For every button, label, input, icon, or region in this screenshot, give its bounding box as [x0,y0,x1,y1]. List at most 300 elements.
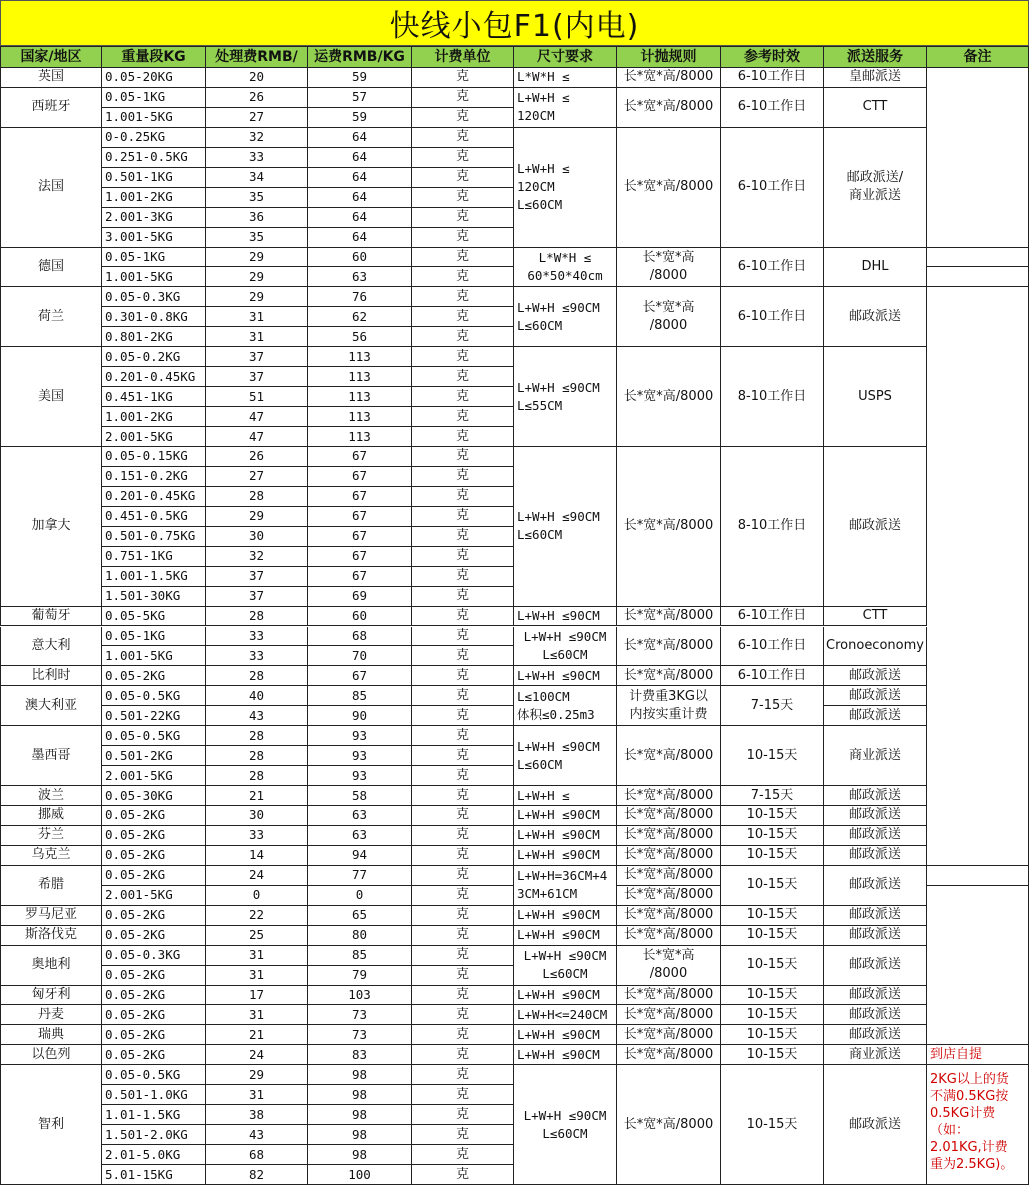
unit-cell: 克 [412,826,514,846]
unit-cell: 克 [412,587,514,607]
unit-cell: 克 [412,607,514,627]
handling-fee-cell: 26 [206,447,308,467]
weight-cell: 0.501-22KG [102,706,206,726]
freight-cell: 59 [308,68,412,88]
transit-time-cell: 10-15天 [721,906,824,926]
note-cell [927,287,1029,865]
unit-cell: 克 [412,986,514,1006]
unit-cell: 克 [412,686,514,706]
weight-cell: 0.301-0.8KG [102,307,206,327]
weight-cell: 2.001-5KG [102,886,206,906]
size-requirement-cell: L+W+H ≤ [514,786,617,806]
freight-cell: 113 [308,407,412,427]
freight-cell: 94 [308,846,412,866]
freight-cell: 93 [308,746,412,766]
freight-cell: 113 [308,427,412,447]
unit-cell: 克 [412,467,514,487]
freight-cell: 64 [308,128,412,148]
freight-cell: 64 [308,208,412,228]
transit-time-cell: 6-10工作日 [721,88,824,128]
size-requirement-cell: L+W+H ≤90CM [514,806,617,826]
delivery-service-cell: 邮政派送 [824,806,927,826]
unit-cell: 克 [412,427,514,447]
handling-fee-cell: 31 [206,946,308,966]
handling-fee-cell: 43 [206,706,308,726]
unit-cell: 克 [412,327,514,347]
delivery-service-cell: 邮政派送 [824,846,927,866]
handling-fee-cell: 40 [206,686,308,706]
transit-time-cell: 10-15天 [721,946,824,986]
freight-cell: 58 [308,786,412,806]
weight-cell: 3.001-5KG [102,228,206,248]
delivery-service-cell: 邮政派送/ 商业派送 [824,128,927,248]
transit-time-cell: 6-10工作日 [721,627,824,667]
size-requirement-cell: L+W+H ≤90CM [514,926,617,946]
handling-fee-cell: 31 [206,327,308,347]
freight-cell: 85 [308,946,412,966]
size-requirement-cell: L+W+H ≤90CM L≤60CM [514,627,617,667]
unit-cell: 克 [412,108,514,128]
weight-cell: 0.05-2KG [102,986,206,1006]
handling-fee-cell: 37 [206,587,308,607]
unit-cell: 克 [412,347,514,367]
handling-fee-cell: 47 [206,407,308,427]
unit-cell: 克 [412,407,514,427]
country-cell: 希腊 [0,866,102,906]
unit-cell: 克 [412,367,514,387]
handling-fee-cell: 21 [206,1025,308,1045]
freight-cell: 65 [308,906,412,926]
size-requirement-cell: L+W+H ≤90CM [514,906,617,926]
weight-cell: 1.001-2KG [102,407,206,427]
freight-cell: 93 [308,726,412,746]
volumetric-rule-cell: 长*宽*高/8000 [617,447,721,607]
freight-cell: 62 [308,307,412,327]
transit-time-cell: 8-10工作日 [721,347,824,447]
volumetric-rule-cell: 长*宽*高/8000 [617,1065,721,1185]
handling-fee-cell: 28 [206,766,308,786]
freight-cell: 63 [308,267,412,287]
weight-cell: 0.05-1KG [102,88,206,108]
weight-cell: 0.05-20KG [102,68,206,88]
header-volumetric-rule: 计抛规则 [617,46,721,68]
weight-cell: 0.05-0.5KG [102,726,206,746]
unit-cell: 克 [412,886,514,906]
transit-time-cell: 10-15天 [721,926,824,946]
freight-cell: 64 [308,168,412,188]
country-cell: 德国 [0,248,102,288]
header-notes: 备注 [927,46,1029,68]
transit-time-cell: 10-15天 [721,986,824,1006]
handling-fee-cell: 17 [206,986,308,1006]
handling-fee-cell: 37 [206,567,308,587]
sheet-title: 快线小包F1(内电) [0,0,1029,46]
handling-fee-cell: 29 [206,507,308,527]
handling-fee-cell: 24 [206,866,308,886]
weight-cell: 0.05-2KG [102,906,206,926]
freight-cell: 98 [308,1105,412,1125]
unit-cell: 克 [412,646,514,666]
handling-fee-cell: 82 [206,1165,308,1185]
weight-cell: 0.05-2KG [102,846,206,866]
volumetric-rule-cell: 长*宽*高/8000 [617,128,721,248]
transit-time-cell: 10-15天 [721,1065,824,1185]
unit-cell: 克 [412,906,514,926]
weight-cell: 0.05-2KG [102,926,206,946]
volumetric-rule-cell: 长*宽*高 /8000 [617,248,721,288]
size-requirement-cell: L+W+H ≤90CM L≤55CM [514,347,617,447]
weight-cell: 0.05-0.15KG [102,447,206,467]
volumetric-rule-cell: 长*宽*高 /8000 [617,946,721,986]
weight-cell: 2.01-5.0KG [102,1145,206,1165]
transit-time-cell: 6-10工作日 [721,128,824,248]
country-cell: 美国 [0,347,102,447]
freight-cell: 83 [308,1045,412,1065]
unit-cell: 克 [412,866,514,886]
volumetric-rule-cell: 长*宽*高/8000 [617,1045,721,1065]
weight-cell: 1.001-5KG [102,646,206,666]
weight-cell: 0.05-2KG [102,966,206,986]
handling-fee-cell: 33 [206,148,308,168]
note-cell [927,886,1029,1046]
freight-cell: 67 [308,487,412,507]
weight-cell: 1.001-2KG [102,188,206,208]
volumetric-rule-cell: 长*宽*高/8000 [617,806,721,826]
delivery-service-cell: 邮政派送 [824,866,927,906]
weight-cell: 5.01-15KG [102,1165,206,1185]
unit-cell: 克 [412,1165,514,1185]
unit-cell: 克 [412,128,514,148]
note-cell [927,68,1029,248]
handling-fee-cell: 22 [206,906,308,926]
weight-cell: 0.05-5KG [102,607,206,627]
transit-time-cell: 10-15天 [721,806,824,826]
transit-time-cell: 8-10工作日 [721,447,824,607]
weight-cell: 0.501-2KG [102,746,206,766]
weight-cell: 0.501-1KG [102,168,206,188]
freight-cell: 64 [308,228,412,248]
freight-cell: 57 [308,88,412,108]
header-service: 派送服务 [824,46,927,68]
freight-cell: 98 [308,1125,412,1145]
unit-cell: 克 [412,68,514,88]
delivery-service-cell: 邮政派送 [824,287,927,347]
handling-fee-cell: 29 [206,1065,308,1085]
freight-cell: 64 [308,148,412,168]
unit-cell: 克 [412,946,514,966]
freight-cell: 98 [308,1065,412,1085]
handling-fee-cell: 43 [206,1125,308,1145]
handling-fee-cell: 35 [206,188,308,208]
country-cell: 以色列 [0,1045,102,1065]
unit-cell: 克 [412,287,514,307]
weight-cell: 1.001-1.5KG [102,567,206,587]
handling-fee-cell: 20 [206,68,308,88]
unit-cell: 克 [412,726,514,746]
handling-fee-cell: 27 [206,108,308,128]
unit-cell: 克 [412,507,514,527]
weight-cell: 0.05-2KG [102,1025,206,1045]
freight-cell: 73 [308,1005,412,1025]
weight-cell: 1.501-2.0KG [102,1125,206,1145]
size-requirement-cell: L+W+H ≤90CM [514,846,617,866]
transit-time-cell: 7-15天 [721,686,824,726]
unit-cell: 克 [412,267,514,287]
freight-cell: 73 [308,1025,412,1045]
size-requirement-cell: L+W+H ≤90CM L≤60CM [514,287,617,347]
delivery-service-cell: DHL [824,248,927,288]
freight-cell: 113 [308,367,412,387]
unit-cell: 克 [412,567,514,587]
country-cell: 英国 [0,68,102,88]
volumetric-rule-cell: 计费重3KG以 内按实重计费 [617,686,721,726]
unit-cell: 克 [412,527,514,547]
size-requirement-cell: L≤100CM 体积≤0.25m3 [514,686,617,726]
size-requirement-cell: L+W+H ≤90CM L≤60CM [514,726,617,786]
weight-cell: 0.151-0.2KG [102,467,206,487]
handling-fee-cell: 68 [206,1145,308,1165]
unit-cell: 克 [412,746,514,766]
unit-cell: 克 [412,1025,514,1045]
size-requirement-cell: L*W*H ≤ 60*50*40cm [514,248,617,288]
handling-fee-cell: 29 [206,267,308,287]
handling-fee-cell: 33 [206,627,308,647]
freight-cell: 70 [308,646,412,666]
size-requirement-cell: L+W+H ≤90CM L≤60CM [514,1065,617,1185]
handling-fee-cell: 33 [206,826,308,846]
weight-cell: 0.05-2KG [102,806,206,826]
handling-fee-cell: 24 [206,1045,308,1065]
freight-cell: 113 [308,347,412,367]
handling-fee-cell: 14 [206,846,308,866]
freight-cell: 63 [308,806,412,826]
freight-cell: 85 [308,686,412,706]
transit-time-cell: 6-10工作日 [721,248,824,288]
size-requirement-cell: L+W+H ≤ 120CM [514,88,617,128]
freight-cell: 67 [308,467,412,487]
freight-cell: 67 [308,666,412,686]
country-cell: 奥地利 [0,946,102,986]
size-requirement-cell: L+W+H=36CM+4 3CM+61CM [514,866,617,906]
note-cell [927,248,1029,268]
weight-cell: 1.001-5KG [102,108,206,128]
freight-cell: 67 [308,527,412,547]
weight-cell: 0.05-0.5KG [102,686,206,706]
handling-fee-cell: 37 [206,347,308,367]
volumetric-rule-cell: 长*宽*高/8000 [617,866,721,886]
freight-cell: 60 [308,607,412,627]
volumetric-rule-cell: 长*宽*高/8000 [617,607,721,627]
note-cell: 到店自提 [927,1045,1029,1065]
transit-time-cell: 6-10工作日 [721,666,824,686]
size-requirement-cell: L+W+H ≤90CM L≤60CM [514,447,617,607]
unit-cell: 克 [412,926,514,946]
unit-cell: 克 [412,447,514,467]
country-cell: 罗马尼亚 [0,906,102,926]
country-cell: 挪威 [0,806,102,826]
volumetric-rule-cell: 长*宽*高/8000 [617,926,721,946]
unit-cell: 克 [412,766,514,786]
weight-cell: 0.501-0.75KG [102,527,206,547]
freight-cell: 90 [308,706,412,726]
country-cell: 比利时 [0,666,102,686]
unit-cell: 克 [412,248,514,268]
volumetric-rule-cell: 长*宽*高/8000 [617,627,721,667]
weight-cell: 0.801-2KG [102,327,206,347]
weight-cell: 0.05-1KG [102,627,206,647]
transit-time-cell: 7-15天 [721,786,824,806]
note-cell [927,267,1029,287]
unit-cell: 克 [412,1045,514,1065]
unit-cell: 克 [412,1065,514,1085]
unit-cell: 克 [412,148,514,168]
weight-cell: 0.05-0.2KG [102,347,206,367]
freight-cell: 103 [308,986,412,1006]
handling-fee-cell: 31 [206,1005,308,1025]
handling-fee-cell: 30 [206,527,308,547]
freight-cell: 67 [308,547,412,567]
weight-cell: 0.05-2KG [102,826,206,846]
volumetric-rule-cell: 长*宽*高/8000 [617,666,721,686]
header-freight: 运费RMB/KG [308,46,412,68]
transit-time-cell: 10-15天 [721,1045,824,1065]
handling-fee-cell: 28 [206,607,308,627]
delivery-service-cell: 皇邮派送 [824,68,927,88]
weight-cell: 2.001-5KG [102,766,206,786]
weight-cell: 0.05-2KG [102,866,206,886]
transit-time-cell: 6-10工作日 [721,68,824,88]
unit-cell: 克 [412,806,514,826]
header-weight: 重量段KG [102,46,206,68]
freight-cell: 100 [308,1165,412,1185]
unit-cell: 克 [412,627,514,647]
freight-cell: 69 [308,587,412,607]
handling-fee-cell: 47 [206,427,308,447]
volumetric-rule-cell: 长*宽*高/8000 [617,846,721,866]
weight-cell: 1.001-5KG [102,267,206,287]
delivery-service-cell: 邮政派送 [824,706,927,726]
delivery-service-cell: CTT [824,607,927,627]
transit-time-cell: 6-10工作日 [721,287,824,347]
handling-fee-cell: 33 [206,646,308,666]
freight-cell: 56 [308,327,412,347]
weight-cell: 0.05-0.3KG [102,287,206,307]
freight-cell: 113 [308,387,412,407]
weight-cell: 0.05-2KG [102,666,206,686]
weight-cell: 0.05-2KG [102,1005,206,1025]
size-requirement-cell: L+W+H ≤90CM [514,826,617,846]
country-cell: 荷兰 [0,287,102,347]
freight-cell: 67 [308,507,412,527]
unit-cell: 克 [412,1085,514,1105]
unit-cell: 克 [412,168,514,188]
handling-fee-cell: 32 [206,128,308,148]
country-cell: 法国 [0,128,102,248]
freight-cell: 98 [308,1085,412,1105]
unit-cell: 克 [412,706,514,726]
freight-cell: 63 [308,826,412,846]
freight-cell: 67 [308,447,412,467]
unit-cell: 克 [412,487,514,507]
country-cell: 乌克兰 [0,846,102,866]
delivery-service-cell: 邮政派送 [824,686,927,706]
handling-fee-cell: 31 [206,307,308,327]
country-cell: 意大利 [0,627,102,667]
unit-cell: 克 [412,547,514,567]
delivery-service-cell: USPS [824,347,927,447]
volumetric-rule-cell: 长*宽*高/8000 [617,726,721,786]
transit-time-cell: 10-15天 [721,726,824,786]
handling-fee-cell: 0 [206,886,308,906]
delivery-service-cell: CTT [824,88,927,128]
handling-fee-cell: 29 [206,248,308,268]
volumetric-rule-cell: 长*宽*高/8000 [617,1025,721,1045]
size-requirement-cell: L+W+H ≤90CM [514,986,617,1006]
header-country: 国家/地区 [0,46,102,68]
size-requirement-cell: L*W*H ≤ [514,68,617,88]
size-requirement-cell: L+W+H ≤90CM L≤60CM [514,946,617,986]
volumetric-rule-cell: 长*宽*高/8000 [617,986,721,1006]
size-requirement-cell: L+W+H ≤90CM [514,666,617,686]
unit-cell: 克 [412,387,514,407]
unit-cell: 克 [412,88,514,108]
header-handling-fee: 处理费RMB/ [206,46,308,68]
handling-fee-cell: 28 [206,487,308,507]
country-cell: 波兰 [0,786,102,806]
handling-fee-cell: 31 [206,966,308,986]
weight-cell: 0.05-2KG [102,1045,206,1065]
country-cell: 丹麦 [0,1005,102,1025]
delivery-service-cell: 邮政派送 [824,1005,927,1025]
delivery-service-cell: 邮政派送 [824,1065,927,1185]
delivery-service-cell: 邮政派送 [824,826,927,846]
transit-time-cell: 10-15天 [721,846,824,866]
country-cell: 斯洛伐克 [0,926,102,946]
weight-cell: 0.251-0.5KG [102,148,206,168]
delivery-service-cell: 邮政派送 [824,986,927,1006]
country-cell: 澳大利亚 [0,686,102,726]
unit-cell: 克 [412,966,514,986]
handling-fee-cell: 25 [206,926,308,946]
weight-cell: 0.751-1KG [102,547,206,567]
weight-cell: 0.05-0.3KG [102,946,206,966]
size-requirement-cell: L+W+H ≤90CM [514,1025,617,1045]
volumetric-rule-cell: 长*宽*高/8000 [617,88,721,128]
unit-cell: 克 [412,228,514,248]
handling-fee-cell: 31 [206,1085,308,1105]
handling-fee-cell: 28 [206,726,308,746]
country-cell: 西班牙 [0,88,102,128]
handling-fee-cell: 34 [206,168,308,188]
volumetric-rule-cell: 长*宽*高/8000 [617,68,721,88]
volumetric-rule-cell: 长*宽*高/8000 [617,1005,721,1025]
freight-cell: 93 [308,766,412,786]
weight-cell: 0.05-0.5KG [102,1065,206,1085]
weight-cell: 1.501-30KG [102,587,206,607]
delivery-service-cell: Cronoeconomy [824,627,927,667]
delivery-service-cell: 邮政派送 [824,926,927,946]
freight-cell: 79 [308,966,412,986]
header-transit-time: 参考时效 [721,46,824,68]
country-cell: 芬兰 [0,826,102,846]
freight-cell: 77 [308,866,412,886]
handling-fee-cell: 30 [206,806,308,826]
freight-cell: 67 [308,567,412,587]
weight-cell: 2.001-3KG [102,208,206,228]
handling-fee-cell: 51 [206,387,308,407]
freight-cell: 76 [308,287,412,307]
unit-cell: 克 [412,1005,514,1025]
